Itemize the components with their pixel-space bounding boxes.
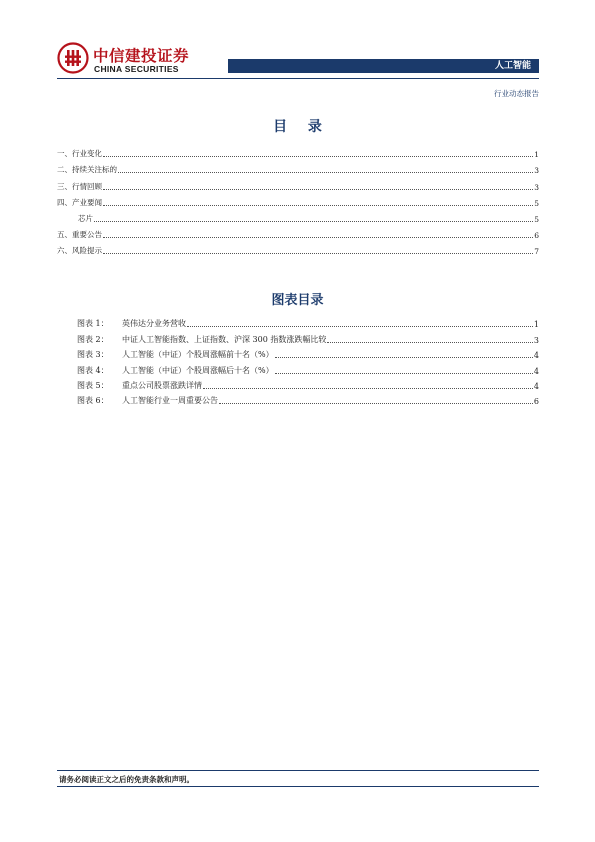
dot-leader — [118, 171, 533, 173]
company-logo — [57, 42, 197, 78]
toc-subentry[interactable] — [57, 208, 539, 224]
dot-leader — [103, 188, 533, 190]
report-type-label: 行业动态报告 — [494, 89, 539, 98]
toc-entry-label: 二、持续关注标的 — [57, 165, 117, 175]
toc-entry-page: 3 — [534, 166, 539, 176]
toc-entry-page: 1 — [534, 150, 539, 160]
toc-entry[interactable] — [57, 143, 539, 159]
figure-entry-label: 图表 5： — [77, 380, 109, 390]
toc-entry-page: 5 — [534, 214, 539, 224]
dot-leader — [103, 252, 533, 254]
figure-entry-page: 3 — [533, 335, 539, 345]
figure-entry-page: 4 — [533, 351, 539, 361]
footer-divider-top — [57, 770, 539, 771]
figure-entry-page: 4 — [533, 366, 539, 376]
figure-entry-title: 英伟达分业务营收 — [122, 319, 186, 329]
dot-leader — [103, 236, 533, 238]
logo-english-name: CHINA SECURITIES — [94, 64, 179, 74]
figure-entry-page: 4 — [533, 381, 539, 391]
figure-entry-title: 人工智能（中证）个股周涨幅前十名（%） — [122, 350, 274, 360]
figure-list — [77, 314, 539, 406]
toc-entry[interactable] — [57, 175, 539, 191]
toc-entry[interactable] — [57, 240, 539, 256]
figure-entry-page: 1 — [533, 320, 539, 330]
figure-entry-title: 重点公司股票涨跌详情 — [122, 380, 202, 390]
toc-entry[interactable] — [57, 224, 539, 240]
dot-leader — [219, 402, 533, 404]
dot-leader — [327, 341, 533, 343]
figure-entry-label: 图表 2： — [77, 334, 109, 344]
toc-entry-label: 三、行情回顾 — [57, 181, 102, 191]
header-banner — [228, 59, 539, 73]
figure-entry-label: 图表 6： — [77, 396, 109, 406]
figure-entry-label: 图表 1： — [77, 319, 109, 329]
figure-entry[interactable] — [77, 345, 539, 360]
dot-leader — [275, 356, 533, 358]
toc-entry-label: 五、重要公告 — [57, 230, 102, 240]
figure-entry-title: 人工智能行业一周重要公告 — [122, 396, 218, 406]
dot-leader — [203, 387, 533, 389]
toc-entry-label: 四、产业要闻 — [57, 197, 102, 207]
figure-entry[interactable] — [77, 391, 539, 406]
toc-list — [57, 143, 539, 256]
figure-entry-label: 图表 4： — [77, 365, 109, 375]
dot-leader — [103, 155, 533, 157]
logo-chinese-name: 中信建投证券 — [93, 47, 190, 65]
toc-entry[interactable] — [57, 159, 539, 175]
toc-title: 目 录 — [273, 119, 330, 135]
toc-entry-page: 7 — [534, 247, 539, 257]
figure-entry-page: 6 — [533, 397, 539, 407]
industry-tag: 人工智能 — [494, 61, 531, 71]
figure-entry-title: 中证人工智能指数、上证指数、沪深 300 指数涨跌幅比较 — [122, 334, 327, 344]
figure-entry-label: 图表 3： — [77, 350, 109, 360]
header-divider — [57, 78, 539, 79]
dot-leader — [94, 220, 533, 222]
figure-list-title: 图表目录 — [271, 293, 324, 308]
toc-entry-label: 六、风险提示 — [57, 246, 102, 256]
toc-entry-page: 3 — [534, 182, 539, 192]
figure-entry[interactable] — [77, 329, 539, 344]
dot-leader — [275, 372, 533, 374]
dot-leader — [103, 204, 533, 206]
toc-entry-page: 5 — [534, 198, 539, 208]
toc-entry-page: 6 — [534, 231, 539, 241]
toc-entry-label: 芯片 — [78, 213, 93, 223]
toc-entry[interactable] — [57, 192, 539, 208]
company-logo-icon — [57, 42, 89, 74]
figure-entry[interactable] — [77, 360, 539, 375]
figure-entry[interactable] — [77, 314, 539, 329]
figure-entry-title: 人工智能（中证）个股周涨幅后十名（%） — [122, 365, 274, 375]
dot-leader — [187, 325, 533, 327]
figure-entry[interactable] — [77, 376, 539, 391]
toc-entry-label: 一、行业变化 — [57, 149, 102, 159]
footer-disclaimer: 请务必阅读正文之后的免责条款和声明。 — [59, 775, 194, 784]
footer-divider-bottom — [57, 786, 539, 787]
